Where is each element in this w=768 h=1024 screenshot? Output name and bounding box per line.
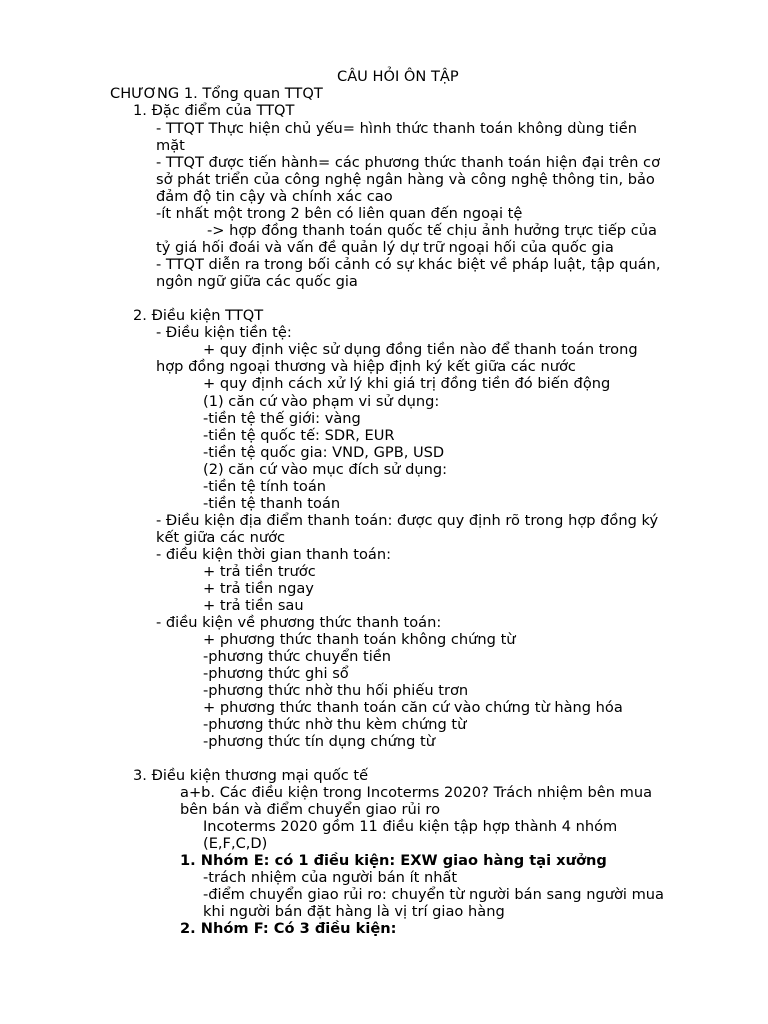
text-line: -> hợp đồng thanh toán quốc tế chịu ảnh hưởng trực tiếp của — [207, 222, 657, 239]
text-line: -phương thức tín dụng chứng từ — [203, 733, 435, 750]
text-line: (2) căn cứ vào mục đích sử dụng: — [203, 461, 448, 478]
text-line: kết giữa các nước — [156, 529, 286, 546]
text-line: - điều kiện thời gian thanh toán: — [156, 546, 392, 563]
text-line: + trả tiền ngay — [203, 580, 314, 597]
text-line: -tiền tệ quốc gia: VND, GPB, USD — [203, 444, 445, 461]
text-line: -trách nhiệm của người bán ít nhất — [203, 869, 458, 886]
text-line: -phương thức nhờ thu hối phiếu trơn — [203, 682, 469, 699]
text-line: đảm độ tin cậy và chính xác cao — [156, 188, 393, 205]
text-line: -phương thức nhờ thu kèm chứng từ — [203, 716, 467, 733]
text-line: - TTQT diễn ra trong bối cảnh có sự khác biệt về pháp luật, tập quán, — [156, 256, 661, 273]
group-heading: 2. Nhóm F: Có 3 điều kiện: — [180, 920, 397, 937]
text-line: -điểm chuyển giao rủi ro: chuyển từ người bán sang người mua — [203, 886, 664, 903]
text-line: (1) căn cứ vào phạm vi sử dụng: — [203, 393, 440, 410]
text-line: -phương thức ghi sổ — [203, 665, 349, 682]
text-line: + phương thức thanh toán căn cứ vào chứng từ hàng hóa — [203, 699, 623, 716]
section-heading: 1. Đặc điểm của TTQT — [133, 102, 295, 119]
text-line: - TTQT được tiến hành= các phương thức thanh toán hiện đại trên cơ — [156, 154, 661, 171]
document-title: CÂU HỎI ÔN TẬP — [337, 68, 459, 85]
text-line: + trả tiền trước — [203, 563, 316, 580]
text-line: - Điều kiện tiền tệ: — [156, 324, 292, 341]
section-heading: 3. Điều kiện thương mại quốc tế — [133, 767, 369, 784]
text-line: ngôn ngữ giữa các quốc gia — [156, 273, 358, 290]
text-line: + phương thức thanh toán không chứng từ — [203, 631, 516, 648]
text-line: hợp đồng ngoại thương và hiệp định ký kết giữa các nước — [156, 358, 576, 375]
text-line: sở phát triển của công nghệ ngân hàng và công nghệ thông tin, bảo — [156, 171, 655, 188]
text-line: - Điều kiện địa điểm thanh toán: được quy định rõ trong hợp đồng ký — [156, 512, 659, 529]
text-line: bên bán và điểm chuyển giao rủi ro — [180, 801, 441, 818]
text-line: -tiền tệ thế giới: vàng — [203, 410, 361, 427]
text-line: + trả tiền sau — [203, 597, 304, 614]
group-heading: 1. Nhóm E: có 1 điều kiện: EXW giao hàng tại xưởng — [180, 852, 607, 869]
text-line: mặt — [156, 137, 185, 154]
text-line: Incoterms 2020 gồm 11 điều kiện tập hợp thành 4 nhóm — [203, 818, 618, 835]
text-line: a+b. Các điều kiện trong Incoterms 2020? Trách nhiệm bên mua — [180, 784, 653, 801]
text-line: -tiền tệ tính toán — [203, 478, 327, 495]
text-line: + quy định cách xử lý khi giá trị đồng tiền đó biến động — [203, 375, 611, 392]
text-line: (E,F,C,D) — [203, 835, 268, 852]
text-line: khi người bán đặt hàng là vị trí giao hàng — [203, 903, 505, 920]
text-line: -tiền tệ thanh toán — [203, 495, 341, 512]
text-line: - TTQT Thực hiện chủ yếu= hình thức thanh toán không dùng tiền — [156, 120, 637, 137]
text-line: - điều kiện về phương thức thanh toán: — [156, 614, 442, 631]
text-line: -tiền tệ quốc tế: SDR, EUR — [203, 427, 395, 444]
text-line: tỷ giá hối đoái và vấn đề quản lý dự trữ ngoại hối của quốc gia — [156, 239, 614, 256]
chapter-heading: CHƯƠNG 1. Tổng quan TTQT — [110, 85, 323, 102]
text-line: -phương thức chuyển tiền — [203, 648, 392, 665]
section-heading: 2. Điều kiện TTQT — [133, 307, 264, 324]
text-line: -ít nhất một trong 2 bên có liên quan đến ngoại tệ — [156, 205, 523, 222]
text-line: + quy định việc sử dụng đồng tiền nào để thanh toán trong — [203, 341, 638, 358]
